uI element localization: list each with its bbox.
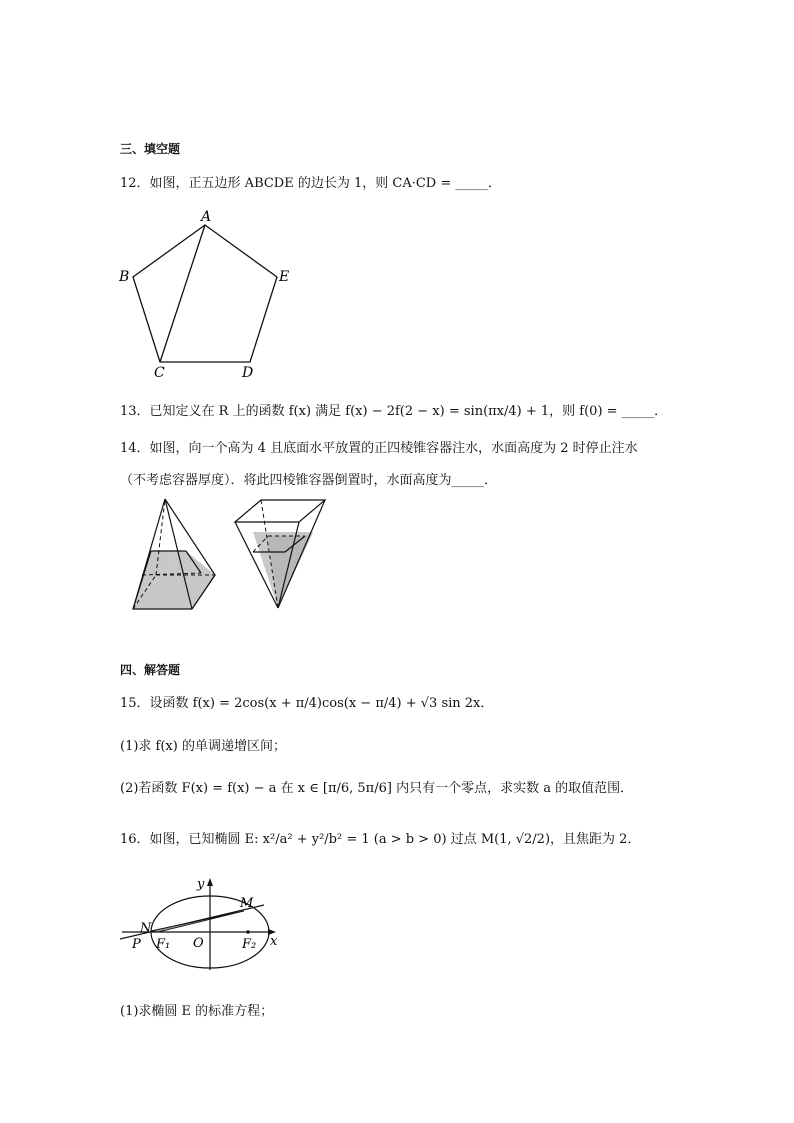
- ellipse-label-f1: F₁: [156, 937, 171, 952]
- ellipse-label-o: O: [193, 936, 204, 951]
- ellipse-label-p: P: [132, 937, 141, 952]
- pentagon-label-b: B: [119, 269, 130, 285]
- question-15-part2: (2)若函数 F(x) = f(x) − a 在 x ∈ [π/6, 5π/6] 内只有一个零点，求实数 a 的取值范围．: [120, 781, 634, 796]
- ellipse-label-y: y: [197, 877, 205, 892]
- pentagon-label-a: A: [201, 209, 212, 225]
- pyramid-figure: [118, 492, 333, 614]
- question-15-stem: 15．设函数 f(x) = 2cos(x + π/4)cos(x − π/4) + √3 sin 2x．: [120, 696, 494, 711]
- question-13-text: 13．已知定义在 R 上的函数 f(x) 满足 f(x) − 2f(2 − x) = sin(πx/4) + 1，则 f(0) = _____．: [120, 404, 668, 419]
- question-14-line1: 14．如图，向一个高为 4 且底面水平放置的正四棱锥容器注水，水面高度为 2 时停止注水: [120, 441, 638, 456]
- section-heading-solve: 四、解答题: [120, 663, 181, 677]
- pentagon-label-e: E: [279, 269, 290, 285]
- pentagon-figure: [115, 205, 305, 380]
- ellipse-label-n: N: [140, 921, 152, 936]
- ellipse-label-f2: F₂: [242, 937, 257, 952]
- pentagon-label-c: C: [154, 365, 165, 381]
- question-16-part1: (1)求椭圆 E 的标准方程；: [120, 1004, 274, 1019]
- question-16-stem: 16．如图，已知椭圆 E: x²/a² + y²/b² = 1 (a > b > 0) 过点 M(1, √2/2)，且焦距为 2．: [120, 832, 641, 847]
- ellipse-figure: [118, 875, 288, 975]
- question-12-text: 12．如图，正五边形 ABCDE 的边长为 1，则 CA·CD = _____．: [120, 176, 501, 191]
- question-14-line2: （不考虑容器厚度）．将此四棱锥容器倒置时，水面高度为_____．: [120, 473, 498, 488]
- ellipse-label-x: x: [270, 934, 278, 949]
- ellipse-label-m: M: [240, 896, 254, 911]
- section-heading-fill-in: 三、填空题: [120, 142, 181, 156]
- pentagon-label-d: D: [242, 365, 254, 381]
- question-15-part1: (1)求 f(x) 的单调递增区间；: [120, 739, 286, 754]
